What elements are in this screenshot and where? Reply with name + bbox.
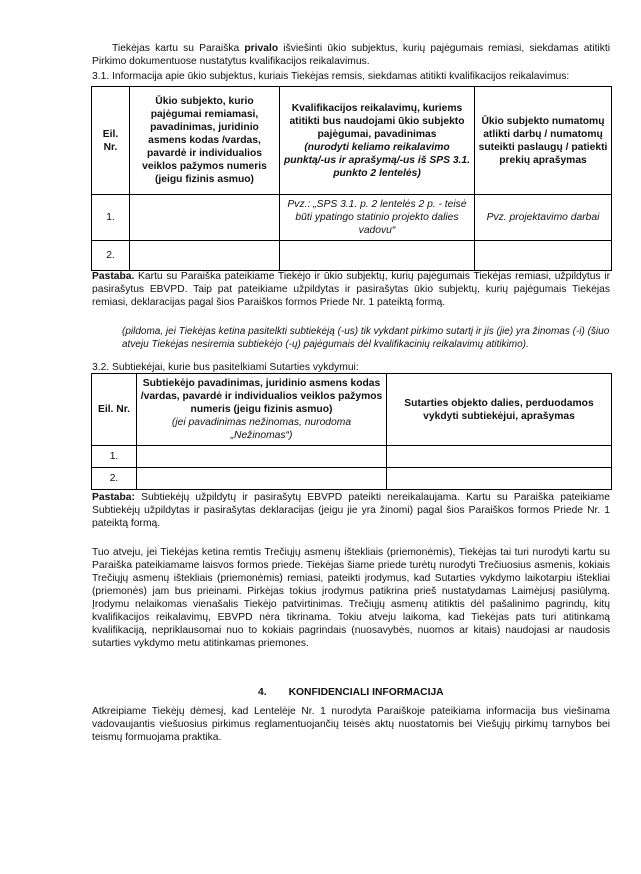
col-requirements bbox=[280, 87, 475, 195]
col-subcontractor-main: Subtiekėjo pavadinimas, juridinio asmens kodas /vardas, pavardė ir individualios veiklos pažymos numeris (jeigu fizinis asmuo) bbox=[140, 378, 383, 415]
section-3-2-note bbox=[92, 491, 610, 530]
col-contract-part: Sutarties objekto dalies, perduodamos vykdyti subtiekėjui, aprašymas bbox=[387, 374, 612, 446]
col-eil-nr: Eil. Nr. bbox=[92, 87, 130, 195]
section-3-1-heading: 3.1. Informacija apie ūkio subjektus, kuriais Tiekėjas remsis, siekdamas atitikti kvalifikacijos reikalavimus: bbox=[92, 71, 570, 82]
section-4-title: KONFIDENCIALI INFORMACIJA bbox=[288, 687, 444, 698]
subjects-table bbox=[91, 86, 612, 271]
sub-row-1-name-cell[interactable] bbox=[137, 446, 387, 468]
note-label: Pastaba. bbox=[92, 271, 135, 282]
table-row bbox=[92, 468, 612, 490]
table-row bbox=[92, 241, 612, 271]
col-eil-nr: Eil. Nr. bbox=[92, 374, 137, 446]
intro-paragraph bbox=[92, 42, 610, 68]
table-row bbox=[92, 446, 612, 468]
col-requirements-note: (nurodyti keliamo reikalavimo punktą/-us ir aprašymą/-us iš SPS 3.1. punkto 2 lentelės) bbox=[284, 141, 470, 179]
table-row bbox=[92, 195, 612, 241]
row-2-req-cell[interactable] bbox=[280, 241, 475, 271]
sub-row-2-desc-cell[interactable] bbox=[387, 468, 612, 490]
col-requirements-main: Kvalifikacijos reikalavimų, kuriems atitikti bus naudojami ūkio subjekto pajėgumai, pavadinimas bbox=[289, 102, 465, 140]
row-2-desc-cell[interactable] bbox=[475, 241, 612, 271]
intro-text-after: išviešinti ūkio subjektus, kurių pajėgumais remiasi, siekdamas atitikti Pirkimo dokumentuose nustatytus kvalifikacijos reikalavimus. bbox=[92, 43, 611, 67]
section-4-paragraph: Atkreipiame Tiekėjų dėmesį, kad Lentelėje Nr. 1 nurodyta Paraiškoje pateikiama informacija bus viešinama vadovaujantis viešuosius pirkimus reglamentuojančių teisės aktų nuostatomis bei Viešųjų pirkimų tarnybos bei teismų formuojama praktika. bbox=[92, 706, 610, 743]
note-text: Subtiekėjų užpildytų ir pasirašytų EBVPD pateikti nereikalaujama. Kartu su Paraiška pateikiame Subtiekėjų užpildytas ir pasirašytas deklaracijas (jeigu jie yra žinomi) pagal šios Paraiškos formos Priede Nr. 1 pateiktą formą. bbox=[92, 492, 610, 529]
note-text: Kartu su Paraiška pateikiame Tiekėjo ir ūkio subjektų, kurių pajėgumais Tiekėjas remiasi, užpildytus ir pasirašytus EBVPD. Taip pat pateikiame užpildytas ir pasirašytas ūkio subjektų, kurių pajėgumais Tiekėjas remiasi, deklaracijas pagal šios Paraiškos formos Priede Nr. 1 pateiktą formą. bbox=[92, 271, 610, 308]
intro-bold-word: privalo bbox=[244, 43, 279, 54]
note-label: Pastaba: bbox=[92, 492, 135, 503]
section-3-1-note bbox=[92, 270, 610, 309]
third-party-paragraph: Tuo atveju, jei Tiekėjas ketina remtis Trečiųjų asmenų ištekliais (priemonėmis), Tiekėjas tai turi nurodyti kartu su Paraiška pateikiamame laisvos formos priede. Tiekėjas šiame priede turėtų nurodyti Trečiuosius asmenis, kokiais Trečiųjų asmenų ištekliais (priemonėmis) remiasi, pateikti įrodymus, kad Sutarties vykdymo laikotarpiu ištekliai (priemonės) jam bus prieinami. Pirkėjas tokius įrodymus patikrina prieš nustatydamas Laimėjusį pasiūlymą. Įrodymu nelaikomas vienašalis Tiekėjo patvirtinimas. Trečiųjų asmenų atitiktis dėl pašalinimo pagrindų, kitų kvalifikacijos reikalavimų, EBVPD nėra tikrinama. Tokiu atveju laikoma, kad Tiekėjas pats turi atitinkamą kvalifikaciją, nepriklausomai nuo to kokiais pagrindais (nuosavybės, nuomos ar kitais) naudojasi ar naudosis sutarties vykdymo metu atitinkamas priemones. bbox=[92, 547, 610, 649]
row-2-name-cell[interactable] bbox=[130, 241, 280, 271]
row-1-req-cell[interactable]: Pvz.: „SPS 3.1. p. 2 lentelės 2 p. - teisė būti ypatingo statinio projekto dalies vadovu“ bbox=[280, 195, 475, 241]
sub-row-1-nr: 1. bbox=[92, 446, 137, 468]
subcontractors-table-header bbox=[92, 374, 612, 446]
section-4-heading bbox=[258, 686, 558, 699]
row-2-nr: 2. bbox=[92, 241, 130, 271]
row-1-nr: 1. bbox=[92, 195, 130, 241]
subcontractor-italic-note: (pildoma, jei Tiekėjas ketina pasitelkti subtiekėją (-us) tik vykdant pirkimo sutartį ir jis (jie) yra žinomas (-i) (šiuo atveju Tiekėjas nesiremia subtiekėjo (-ų) pajėgumais dėl kvalifikacinių reikalavimų atitikimo). bbox=[122, 326, 610, 350]
subjects-table-header bbox=[92, 87, 612, 195]
row-1-desc-cell[interactable]: Pvz. projektavimo darbai bbox=[475, 195, 612, 241]
col-subcontractor-note: (jei pavadinimas nežinomas, nurodoma „Nežinomas“) bbox=[171, 417, 352, 441]
sub-row-2-nr: 2. bbox=[92, 468, 137, 490]
col-subcontractor-name bbox=[137, 374, 387, 446]
sub-row-2-name-cell[interactable] bbox=[137, 468, 387, 490]
section-3-2-heading: 3.2. Subtiekėjai, kurie bus pasitelkiami Sutarties vykdymui: bbox=[92, 362, 359, 373]
col-subject-name: Ūkio subjekto, kurio pajėgumai remiamasi, pavadinimas, juridinio asmens kodas /vardas, pavardė ir individualios veiklos pažymos numeris (jeigu fizinis asmuo) bbox=[130, 87, 280, 195]
section-4-number: 4. bbox=[258, 687, 267, 698]
sub-row-1-desc-cell[interactable] bbox=[387, 446, 612, 468]
subcontractors-table bbox=[91, 373, 612, 490]
col-work-description: Ūkio subjekto numatomų atlikti darbų / numatomų suteikti paslaugų / patiekti prekių aprašymas bbox=[475, 87, 612, 195]
intro-text-before: Tiekėjas kartu su Paraiška bbox=[112, 43, 245, 54]
row-1-name-cell[interactable] bbox=[130, 195, 280, 241]
